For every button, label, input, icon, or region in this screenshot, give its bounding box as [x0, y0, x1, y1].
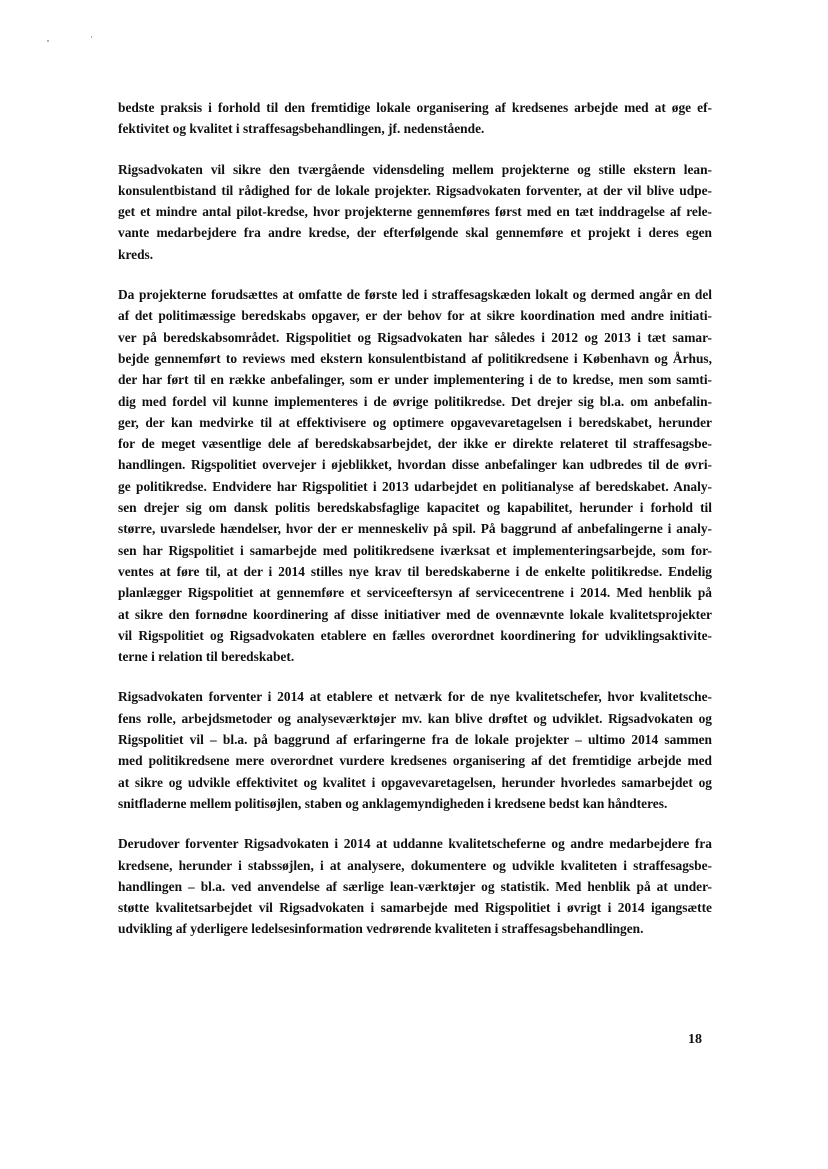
text-line: af det politimæssige beredskabs opgaver, er der behov for at sikre koordination med andre initiati-: [118, 308, 712, 324]
text-line: for de meget væsentlige dele af beredskabsarbejdet, der ikke er direkte relateret til straffesagsbe-: [118, 436, 712, 452]
text-line: handlingen – bl.a. ved anvendelse af særlige lean-værktøjer og statistik. Med henblik på at under-: [118, 878, 712, 894]
text-line: Da projekterne forudsættes at omfatte de første led i straffesagskæden lokalt og dermed angår en del: [118, 287, 712, 303]
text-line: fektivitet og kvalitet i straffesagsbehandlingen, jf. nedenstående.: [118, 121, 485, 137]
text-line: ventes at føre til, at der i 2014 stilles nye krav til beredskaberne i de enkelte politikredse. Endelig: [118, 563, 712, 579]
text-line: at sikre og udvikle effektivitet og kvalitet i opgavevaretagelsen, herunder hvorledes samarbejdet og: [118, 774, 712, 790]
paragraph: [118, 97, 712, 140]
text-line: ge politikredse. Endvidere har Rigspolitiet i 2013 udarbejdet en politianalyse af beredskabet. Analy-: [118, 478, 712, 494]
text-line: handlingen. Rigspolitiet overvejer i øjeblikket, hvordan disse anbefalinger kan udbredes til de øvri-: [118, 457, 712, 473]
paragraph: [118, 833, 712, 939]
text-line: konsulentbistand til rådighed for de lokale projekter. Rigsadvokaten forventer, at der vil blive udpe-: [118, 182, 712, 198]
text-line: Rigsadvokaten forventer i 2014 at etablere et netværk for de nye kvalitetschefer, hvor kvalitetsche-: [118, 689, 712, 705]
text-line: planlægger Rigspolitiet at gennemføre et serviceeftersyn af servicecentrene i 2014. Med henblik på: [118, 585, 712, 601]
scan-speck: [91, 36, 92, 38]
body-text: [118, 97, 712, 959]
page-number: 18: [688, 1032, 702, 1047]
text-line: get et mindre antal pilot-kredse, hvor projekterne gennemføres først med en tæt inddragelse af rele-: [118, 204, 712, 220]
text-line: større, uvarslede hændelser, hvor der er menneskeliv på spil. På baggrund af anbefalingerne i analy-: [118, 521, 712, 537]
text-line: vante medarbejdere fra andre kredse, der efterfølgende skal gennemføre et projekt i deres egen: [118, 225, 712, 241]
text-line: støtte kvalitetsarbejdet vil Rigsadvokaten i samarbejde med Rigspolitiet i øvrigt i 2014 igangsætte: [118, 900, 712, 916]
text-line: Rigspolitiet vil – bl.a. på baggrund af erfaringerne fra de lokale projekter – ultimo 2014 sammen: [118, 732, 712, 748]
text-line: ver på beredskabsområdet. Rigspolitiet og Rigsadvokaten har således i 2012 og 2013 i tæt samar-: [118, 329, 712, 345]
text-line: dig med fordel vil kunne implementeres i de øvrige politikredse. Det drejer sig bl.a. om anbefalin-: [118, 393, 712, 409]
text-line: bedste praksis i forhold til den fremtidige lokale organisering af kredsenes arbejde med at øge ef-: [118, 100, 712, 115]
text-line: fens rolle, arbejdsmetoder og analyseværktøjer mv. kan blive drøftet og udviklet. Rigsadvokaten og: [118, 710, 712, 726]
text-line: Derudover forventer Rigsadvokaten i 2014 at uddanne kvalitetscheferne og andre medarbejdere fra: [118, 836, 712, 852]
text-line: vil Rigspolitiet og Rigsadvokaten etablere en fælles overordnet koordinering for udviklingsaktivite-: [118, 627, 712, 643]
text-line: bejde gennemført to reviews med ekstern konsulentbistand af politikredsene i København og Århus,: [118, 350, 712, 366]
paragraph: [118, 159, 712, 265]
text-line: sen har Rigspolitiet i samarbejde med politikredsene iværksat et implementeringsarbejde, som for-: [118, 542, 712, 558]
paragraph: [118, 686, 712, 814]
text-line: med politikredsene mere overordnet vurdere kredsenes organisering af det fremtidige arbejde med: [118, 753, 712, 769]
paragraph: [118, 284, 712, 667]
text-line: snitfladerne mellem politisøjlen, staben og anklagemyndigheden i kredsene bedst kan håndteres.: [118, 795, 668, 811]
text-line: Rigsadvokaten vil sikre den tværgående vidensdeling mellem projekterne og stille ekstern lean-: [118, 161, 712, 177]
text-line: der har ført til en række anbefalinger, som er under implementering i de to kredse, men som samti-: [118, 372, 712, 388]
text-line: ger, der kan medvirke til at effektivisere og optimere opgavevaretagelsen i beredskabet, herunder: [118, 414, 712, 430]
text-line: udvikling af yderligere ledelsesinformation vedrørende kvaliteten i straffesagsbehandlingen.: [118, 921, 644, 937]
text-line: terne i relation til beredskabet.: [118, 649, 295, 665]
text-line: kredsene, herunder i stabssøjlen, i at analysere, dokumentere og udvikle kvaliteten i straffesagsbe-: [118, 857, 712, 873]
scan-speck: [47, 40, 49, 42]
text-line: at sikre den fornødne koordinering af disse initiativer med de ovennævnte lokale kvalitetsprojekter: [118, 606, 712, 622]
text-line: sen drejer sig om dansk politis beredskabsfaglige kapacitet og kapabilitet, herunder i forhold til: [118, 500, 712, 516]
text-line: kreds.: [118, 246, 154, 262]
